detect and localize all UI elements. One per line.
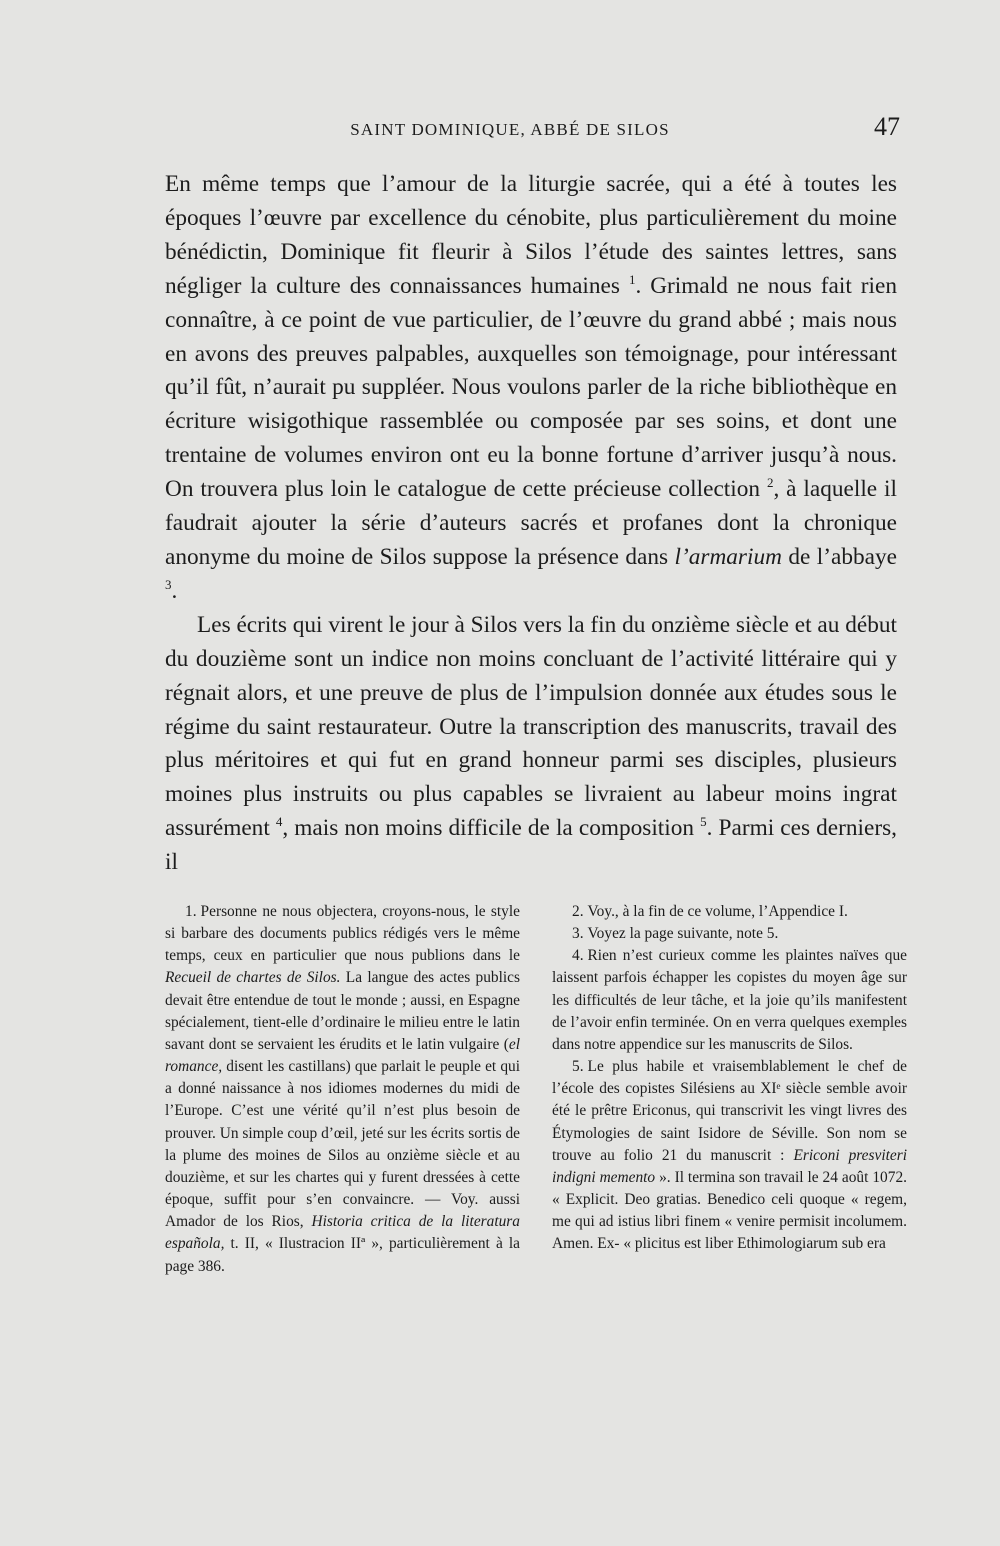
footnote-2: 2. Voy., à la fin de ce volume, l’Appendice I. <box>572 903 848 920</box>
footnote-column-left <box>165 901 520 1421</box>
footnote-ref-4: 4 <box>275 814 283 830</box>
footnote-column-right <box>552 901 907 1421</box>
paragraph-2: Les écrits qui virent le jour à Silos vers la fin du onzième siècle et au début du douzième sont un indice non moins concluant de l’activité littéraire qui y régnait alors, et une preuve de plus de l’impulsion donnée aux études sous le régime du saint restaurateur. Outre la transcription des manuscrits, travail des plus méritoires et qui fut en grand honneur parmi ses disciples, plusieurs moines plus instruits ou plus capables se livraient au labeur moins ingrat assurément $^4$, mais non moins difficile de la composition $^5$. Parmi ces derniers, il <box>165 611 897 876</box>
footnote-ref-3: 3 <box>165 577 172 593</box>
running-head <box>160 112 900 142</box>
main-text <box>165 168 897 878</box>
footnote-5: 5. Le plus habile et vraisemblablement le chef de l’école des copistes Silésiens au XIᵉ siècle semble avoir été le prêtre Ericonus, qui transcrivit les vingt livres des Étymologies de saint Isidore de Séville. Son nom se trouve au folio 21 du manuscrit : Ericoni presviteri indigni memento ». Il termina son travail le 24 août 1072. « Explicit. Deo gratias. Benedico celi quoque « regem, me qui ad istius libri finem « venire permisit incolumem. Amen. Ex- « plicitus est liber Ethimologiarum sub era <box>552 1058 907 1253</box>
footnote-ref-2: 2 <box>766 475 774 491</box>
running-title: SAINT DOMINIQUE, ABBÉ DE SILOS <box>350 120 670 139</box>
footnote-1: 1. Personne ne nous objectera, croyons-nous, le style si barbare des documents publics rédigés vers le même temps, ceux en particulier que nous publions dans le Recueil de chartes de Silos. La langue des actes publics devait être entendue de tout le monde ; aussi, en Espagne spécialement, tient-elle d’ordinaire le milieu entre le latin savant dont se servaient les érudits et le latin vulgaire (el romance, disent les castillans) que parlait le peuple et qui a donné naissance à nos idiomes modernes du midi de l’Europe. C’est une vérité qu’il n’est plus besoin de prouver. Un simple coup d’œil, jeté sur les écrits sortis de la plume des moines de Silos au onzième siècle et au douzième, et sur les chartes qui y furent dressées à cette époque, suffit pour s’en convaincre. — Voy. aussi Amador de los Rios, Historia critica de la literatura española, t. II, « Ilustracion IIª », particulièrement à la page 386. <box>165 903 520 1275</box>
footnote-4: 4. Rien n’est curieux comme les plaintes naïves que laissent parfois échapper les copistes du moyen âge sur les difficultés de leur tâche, et la joie qu’ils manifestent de l’avoir enfin terminée. On en verra quelques exemples dans notre appendice sur les manuscrits de Silos. <box>552 947 907 1053</box>
page-number: 47 <box>874 112 900 141</box>
footnote-ref-5: 5 <box>700 814 707 830</box>
footnote-ref-1: 1 <box>628 271 636 287</box>
paragraph-1: En même temps que l’amour de la liturgie sacrée, qui a été à toutes les époques l’œuvre par excellence du cénobite, plus particulièrement du moine bénédictin, Dominique fit fleurir à Silos l’étude des saintes lettres, sans négliger la culture des connaissances humaines $^1$. Grimald ne nous fait rien connaître, à ce point de vue particulier, de l’œuvre du grand abbé ; mais nous en avons des preuves palpables, auxquelles son témoignage, pour intéressant qu’il fût, n’aurait pu suppléer. Nous voulons parler de la riche bibliothèque en écriture wisigothique rassemblée ou composée par ses soins, et dont une trentaine de volumes environ ont eu la bonne fortune d’arriver jusqu’à nous. On trouvera plus loin le catalogue de cette précieuse collection $^2$, à laquelle il faudrait ajouter la série d’auteurs sacrés et profanes dont la chronique anonyme du moine de Silos suppose la présence dans l’armarium de l’abbaye $^3$. <box>165 171 897 604</box>
footnote-3: 3. Voyez la page suivante, note 5. <box>572 925 779 943</box>
footnotes <box>165 901 907 1421</box>
